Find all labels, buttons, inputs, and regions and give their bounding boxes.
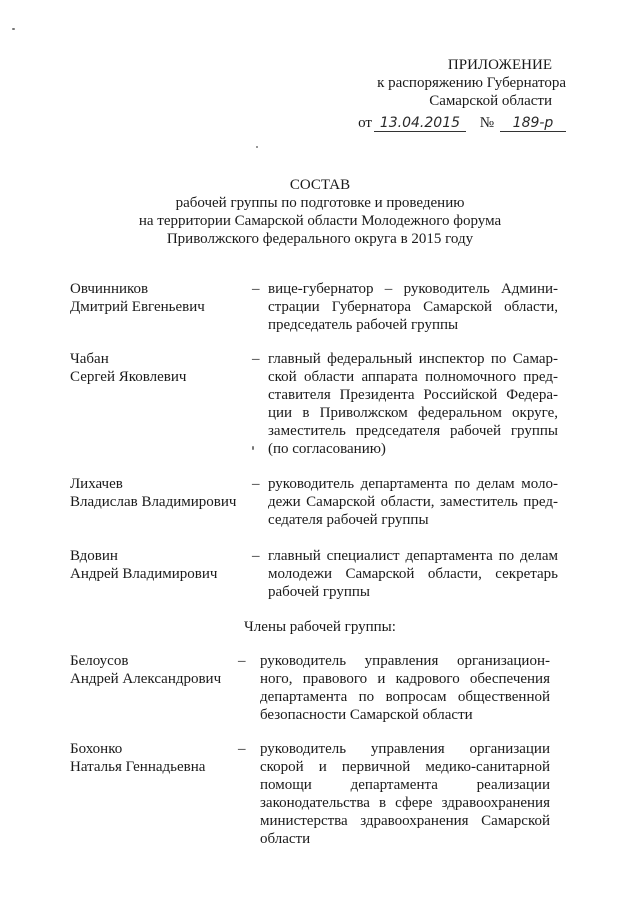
dash: – <box>252 351 260 367</box>
number-label: № <box>479 115 494 131</box>
handwritten-date: 13.04.2015 <box>374 116 466 132</box>
members-header: Члены рабочей группы: <box>244 619 396 635</box>
appendix-region: Самарской области <box>429 93 552 109</box>
member-entry <box>70 652 560 727</box>
order-date-number <box>340 114 566 132</box>
document-heading <box>60 176 580 248</box>
role-description: руководитель департамента по делам моло- дежи Самарской области, заместитель пред- седателя рабочей группы <box>268 476 558 528</box>
appendix-block <box>340 56 566 132</box>
role-description: руководитель управления организацион- ного, правового и кадрового обеспечения департамента по вопросам общественной безопасности Самарской области <box>260 653 550 723</box>
member-entry <box>70 740 560 855</box>
role-description: главный специалист департамента по делам молодежи Самарской области, секретарь рабочей группы <box>268 548 558 600</box>
dash: – <box>252 281 260 297</box>
person-name: Вдовин Андрей Владимирович <box>70 548 218 582</box>
role-description: руководитель управления организации скорой и первичной медико-санитарной помощи департамента реализации законодательства в сфере здравоохранения министерства здравоохранения Самарской области <box>260 741 550 847</box>
dash: – <box>252 476 260 492</box>
heading-line: Приволжского федерального округа в 2015 году <box>166 231 474 247</box>
dash: – <box>238 741 246 757</box>
role-description: вице-губернатор – руководитель Админи- страции Губернатора Самарской области, председатель рабочей группы <box>268 281 558 333</box>
person-name: Белоусов Андрей Александрович <box>70 653 222 687</box>
date-prefix: от <box>358 115 372 131</box>
heading-title: СОСТАВ <box>289 177 351 193</box>
leader-entry <box>70 280 560 340</box>
scan-speck <box>12 28 15 30</box>
person-name: Овчинников Дмитрий Евгеньевич <box>70 281 205 315</box>
heading-line: рабочей группы по подготовке и проведению <box>175 195 465 211</box>
dash: – <box>238 653 246 669</box>
scan-speck <box>252 446 254 450</box>
leader-entry <box>70 547 560 607</box>
handwritten-number: 189-р <box>500 116 566 132</box>
dash: – <box>252 548 260 564</box>
appendix-title: ПРИЛОЖЕНИЕ <box>447 57 552 73</box>
role-description: главный федеральный инспектор по Самар- ской области аппарата полномочного пред- ставителя Президента Российской Федера- ции в Приволжском федеральном округе, заместитель председателя рабочей группы (по согласованию) <box>268 351 558 457</box>
person-name: Чабан Сергей Яковлевич <box>70 351 187 385</box>
person-name: Бохонко Наталья Геннадьевна <box>70 741 206 775</box>
leader-entry <box>70 475 560 535</box>
leader-entry <box>70 350 560 460</box>
heading-line: на территории Самарской области Молодежного форума <box>138 213 502 229</box>
scan-speck <box>256 146 258 148</box>
person-name: Лихачев Владислав Владимирович <box>70 476 237 510</box>
appendix-order-ref: к распоряжению Губернатора <box>377 75 566 91</box>
